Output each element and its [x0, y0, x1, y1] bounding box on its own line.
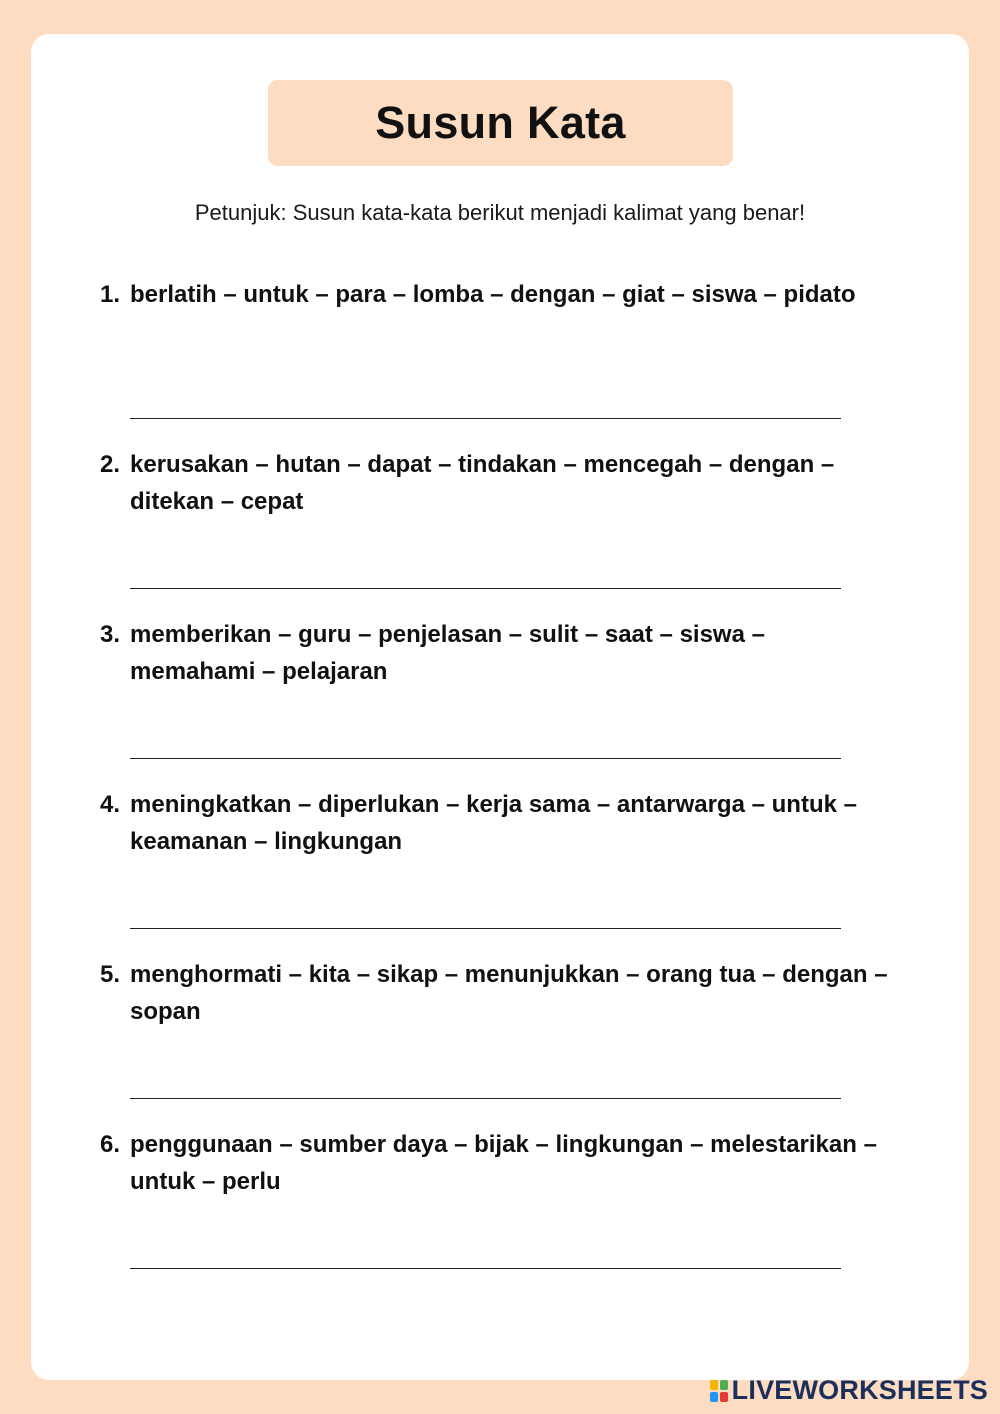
question-number: 2. [100, 451, 121, 478]
question-item-6 [100, 1126, 900, 1200]
answer-line[interactable] [130, 1244, 841, 1269]
answer-line[interactable] [130, 904, 841, 929]
question-item-2 [100, 446, 900, 520]
question-words: kerusakan – hutan – dapat – tindakan – mencegah – dengan – ditekan – cepat [130, 451, 835, 515]
answer-line[interactable] [130, 1074, 841, 1099]
question-words: meningkatkan – diperlukan – kerja sama – antarwarga – untuk – keamanan – lingkungan [130, 791, 857, 855]
question-words: memberikan – guru – penjelasan – sulit – saat – siswa – memahami – pelajaran [130, 621, 765, 685]
liveworksheets-brand[interactable] [710, 1375, 988, 1406]
brand-name: LIVEWORKSHEETS [731, 1375, 988, 1405]
answer-line[interactable] [130, 394, 841, 419]
page-title: Susun Kata [375, 97, 626, 148]
question-item-5 [100, 956, 900, 1030]
question-item-1 [100, 276, 900, 313]
answer-line[interactable] [130, 734, 841, 759]
question-number: 5. [100, 961, 121, 988]
liveworksheets-logo-icon [710, 1380, 728, 1402]
question-number: 4. [100, 791, 121, 818]
question-number: 1. [100, 281, 121, 308]
title-box [268, 80, 733, 166]
question-number: 6. [100, 1131, 121, 1158]
question-words: menghormati – kita – sikap – menunjukkan – orang tua – dengan – sopan [130, 961, 888, 1025]
question-number: 3. [100, 621, 121, 648]
answer-line[interactable] [130, 564, 841, 589]
instruction-text: Petunjuk: Susun kata-kata berikut menjadi kalimat yang benar! [194, 200, 806, 225]
question-words: penggunaan – sumber daya – bijak – lingkungan – melestarikan – untuk – perlu [130, 1131, 877, 1195]
question-words: berlatih – untuk – para – lomba – dengan – giat – siswa – pidato [130, 281, 856, 308]
question-item-4 [100, 786, 900, 860]
question-item-3 [100, 616, 900, 690]
